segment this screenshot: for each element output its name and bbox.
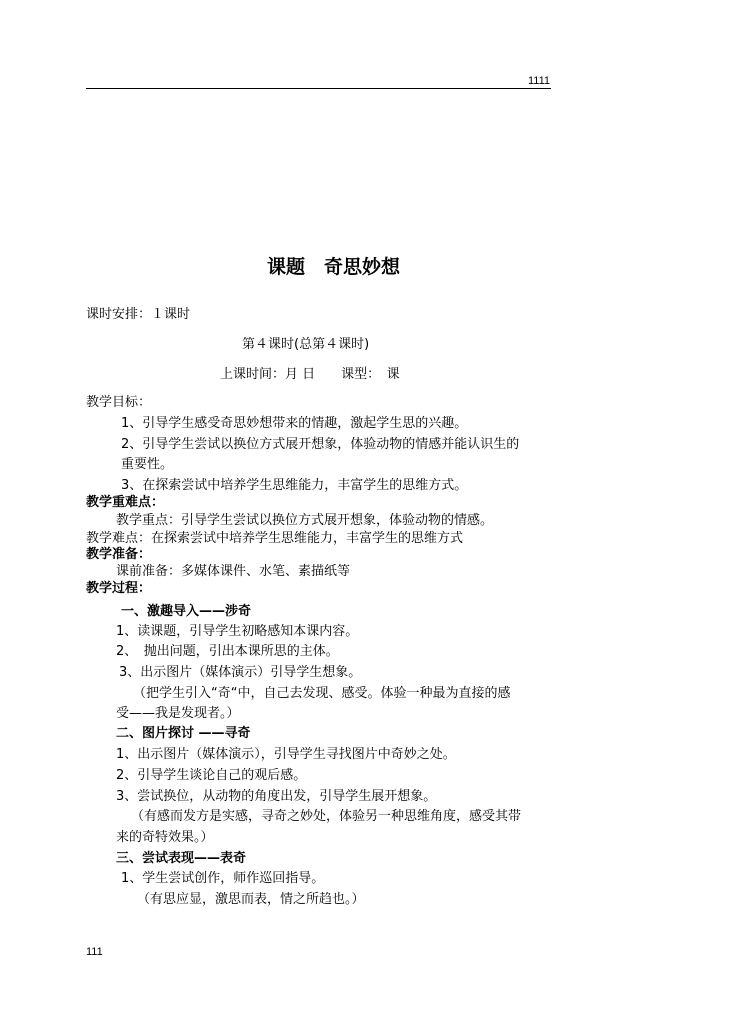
- goals-heading: 教学目标：: [86, 395, 152, 410]
- section1-item: 2、 抛出问题，引出本课所思的主体。: [116, 644, 339, 659]
- section2-item: 1、出示图片（媒体演示），引导学生寻找图片中奇妙之处。: [116, 747, 456, 762]
- prep-heading: 教学准备：: [86, 547, 152, 562]
- section2-heading: 二、图片探讨 ——寻奇: [116, 726, 251, 741]
- section2-item: 来的奇特效果。）: [116, 830, 214, 845]
- section2-item: （有感而发方是实感，寻奇之妙处，体验另一种思维角度，感受其带: [131, 809, 522, 824]
- section3-item: （有思应显，激思而表，情之所趋也。）: [137, 892, 365, 907]
- goal-item: 重要性。: [121, 457, 174, 472]
- difficult-point: 教学难点：在探索尝试中培养学生思维能力，丰富学生的思维方式: [86, 531, 464, 546]
- lesson-number: 第４课时(总第４课时): [242, 337, 370, 352]
- schedule-line: 课时安排：１课时: [86, 307, 191, 322]
- goal-item: 2、引导学生尝试以换位方式展开想象，体验动物的情感并能认识生的: [121, 437, 520, 452]
- prep-text: 课前准备：多媒体课件、水笔、素描纸等: [116, 564, 351, 579]
- goal-item: 1、引导学生感受奇思妙想带来的情趣，激起学生思的兴趣。: [121, 416, 468, 431]
- key-point: 教学重点：引导学生尝试以换位方式展开想象，体验动物的情感。: [116, 513, 494, 528]
- header-page-number: 1111: [527, 75, 550, 87]
- goal-item: 3、在探索尝试中培养学生思维能力，丰富学生的思维方式。: [121, 478, 468, 493]
- section1-item: （把学生引入“奇“中，自己去发现、感受。体验一种最为直接的感: [133, 686, 511, 701]
- lesson-title: 课题 奇思妙想: [266, 256, 400, 278]
- section1-item: 1、读课题，引导学生初略感知本课内容。: [116, 624, 359, 639]
- section3-item: 1、学生尝试创作，师作巡回指导。: [121, 871, 325, 886]
- section3-heading: 三、尝试表现——表奇: [116, 851, 247, 866]
- lesson-time: 上课时间：月 日 课型： 课: [220, 367, 400, 382]
- section1-item: 受——我是发现者。）: [116, 706, 240, 721]
- header-rule: [86, 88, 551, 89]
- key-heading: 教学重难点：: [86, 495, 165, 510]
- section2-item: 3、尝试换位，从动物的角度出发，引导学生展开想象。: [116, 789, 437, 804]
- process-heading: 教学过程：: [86, 581, 152, 596]
- section1-item: 3、出示图片（媒体演示）引导学生想象。: [119, 665, 362, 680]
- section2-item: 2、引导学生谈论自己的观后感。: [116, 768, 307, 783]
- section1-heading: 一、激趣导入——涉奇: [121, 604, 252, 619]
- footer-page-number: 111: [86, 946, 103, 958]
